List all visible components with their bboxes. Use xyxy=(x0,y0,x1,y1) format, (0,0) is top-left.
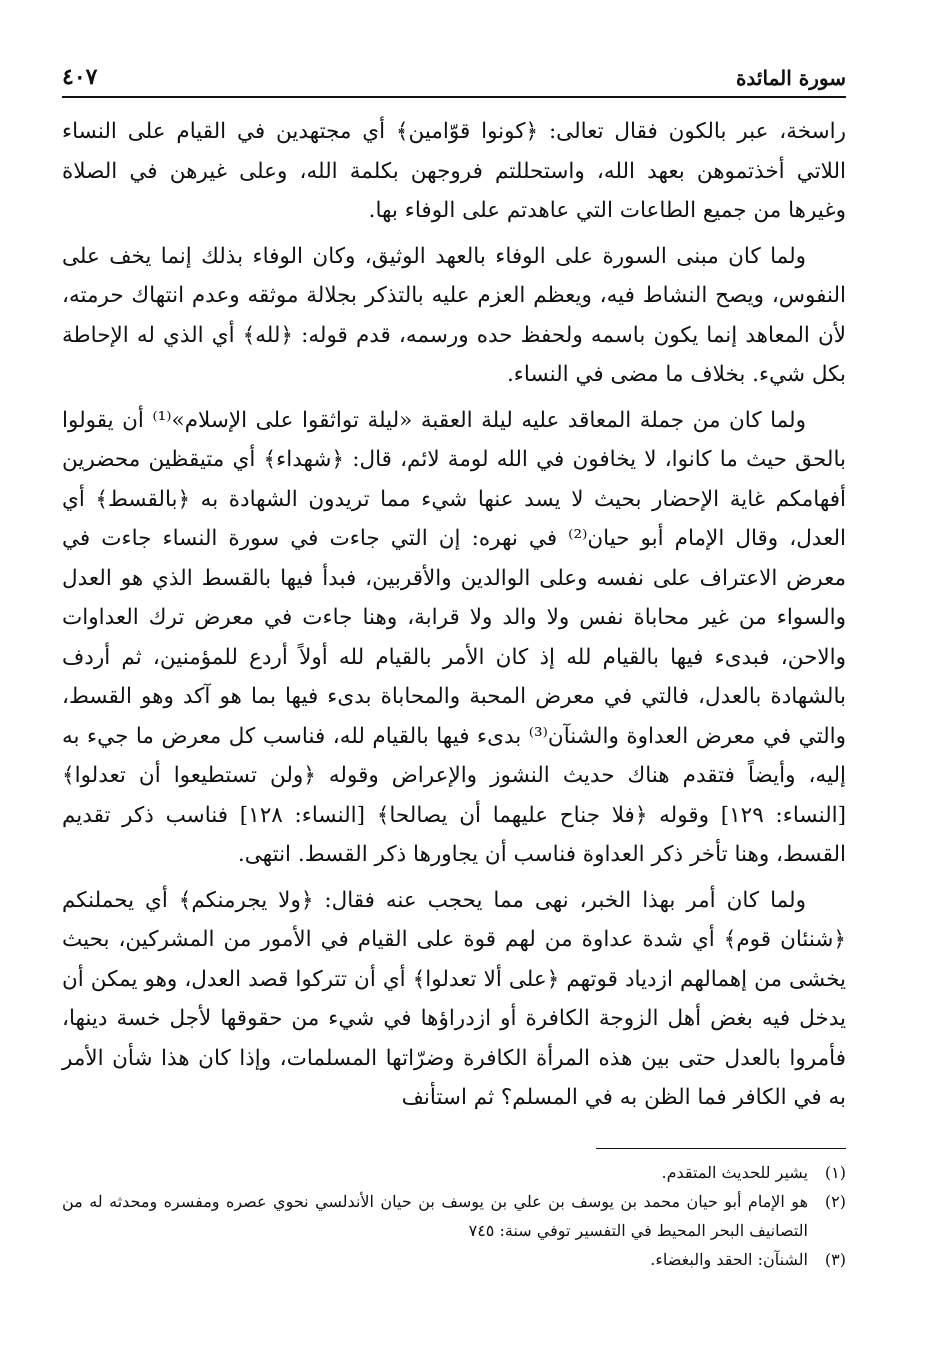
paragraph: راسخة، عبر بالكون فقال تعالى: ﴿كونوا قوّامين﴾ أي مجتهدين في القيام على النساء اللاتي أخذتموهن بعهد الله، واستحللتم فروجهن بكلمة الله، وعلى غيرهن في الصلاة وغيرها من جميع الطاعات التي عاهدتم على الوفاء بها. xyxy=(62,119,846,223)
footnote-number: (٢) xyxy=(824,1192,846,1211)
paragraph: ولما كان أمر بهذا الخبر، نهى مما يحجب عنه فقال: ﴿ولا يجرمنكم﴾ أي يحملنكم ﴿شنئان قوم﴾ أي شدة عداوة من لهم قوة على القيام في الأمور من المشركين، بحيث يخشى من إهمالهم ازدياد قوتهم ﴿على ألا تعدلوا﴾ أي أن تتركوا قصد العدل، وهو يمكن أن يدخل فيه بغض أهل الزوجة الكافرة أو ازدراؤها في شيء من حقوقها لأجل خسة دينها، فأمروا بالعدل حتى بين هذه المرأة الكافرة وضرّاتها المسلمات، وإذا كان هذا شأن الأمر به في الكافر فما الظن به في المسلم؟ ثم استأنف xyxy=(62,887,846,1110)
footnote-text: الشنآن: الحقد والبغضاء. xyxy=(650,1250,808,1269)
footnote xyxy=(62,1187,846,1245)
footnote-number: (١) xyxy=(824,1163,846,1182)
page-number: ٤٠٧ xyxy=(62,64,98,90)
surah-title: سورة المائدة xyxy=(735,66,846,90)
footnote xyxy=(62,1158,846,1187)
main-text xyxy=(62,112,846,1124)
page-header xyxy=(62,62,846,98)
footnote-divider xyxy=(596,1148,846,1149)
paragraph: ولما كان مبنى السورة على الوفاء بالعهد الوثيق، وكان الوفاء بذلك إنما يخف على النفوس، ويصح النشاط فيه، ويعظم العزم عليه بالتذكر بجلالة موثقه وعدم انتهاك حرمته، لأن المعاهد إنما يكون باسمه ولحفظ حده ورسمه، قدم قوله: ﴿لله﴾ أي الذي له الإحاطة بكل شيء. بخلاف ما مضى في النساء. xyxy=(62,243,846,387)
paragraph: ولما كان من جملة المعاقد عليه ليلة العقبة «ليلة تواثقوا على الإسلام»⁽¹⁾ أن يقولوا بالحق حيث ما كانوا، لا يخافون في الله لومة لائم، قال: ﴿شهداء﴾ أي متيقظين محضرين أفهامكم غاية الإحضار بحيث لا يسد عنها شيء مما تريدون الشهادة به ﴿بالقسط﴾ أي العدل، وقال الإمام أبو حيان⁽²⁾ في نهره: إن التي جاءت في سورة النساء جاءت في معرض الاعتراف على نفسه وعلى الوالدين والأقربين، فبدأ فيها بالقسط الذي هو العدل والسواء من غير محاباة نفس ولا والد ولا قرابة، وهنا جاءت في معرض ترك العداوات والاحن، فبدىء فيها بالقيام لله إذ كان الأمر بالقيام لله أولاً أردع للمؤمنين، ثم أردف بالشهادة بالعدل، فالتي في معرض المحبة والمحاباة بدىء فيها بما هو آكد وهو القسط، والتي في معرض العداوة والشنآن⁽³⁾ بدىء فيها بالقيام لله، فناسب كل معرض ما جيء به إليه، وأيضاً فتقدم هناك حديث النشوز والإعراض وقوله ﴿ولن تستطيعوا أن تعدلوا﴾[النساء: ١٢٩] وقوله ﴿فلا جناح عليهما أن يصالحا﴾ [النساء: ١٢٨] فناسب ذكر تقديم القسط، وهنا تأخر ذكر العداوة فناسب أن يجاورها ذكر القسط. انتهى. xyxy=(62,407,846,867)
footnote-text: هو الإمام أبو حيان محمد بن يوسف بن علي بن يوسف بن حيان الأندلسي نحوي عصره ومفسره ومحدثه له من التصانيف البحر المحيط في التفسير توفي سنة: ٧٤٥ xyxy=(62,1192,809,1240)
footnote-number: (٣) xyxy=(824,1250,846,1269)
footnotes xyxy=(62,1158,846,1274)
footnote-text: يشير للحديث المتقدم. xyxy=(661,1163,808,1182)
footnote xyxy=(62,1245,846,1274)
